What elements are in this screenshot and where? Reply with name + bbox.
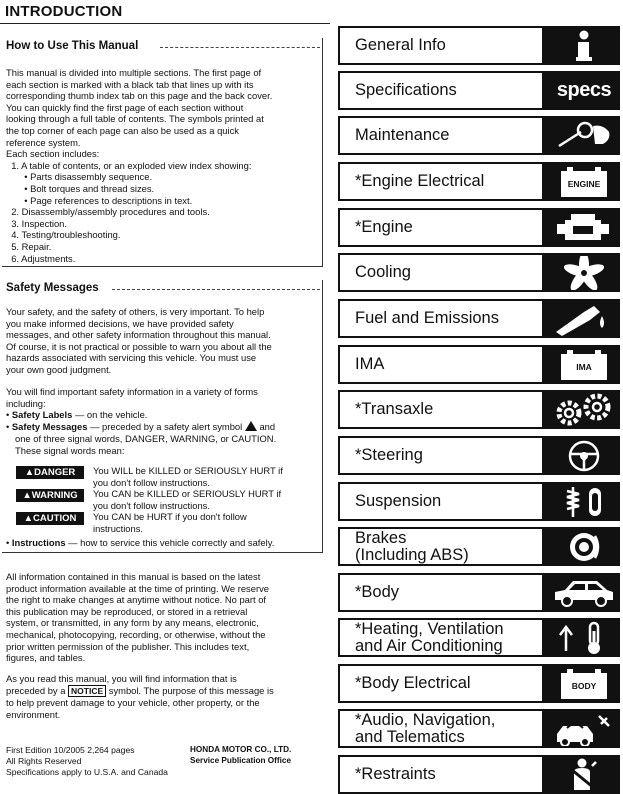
section-tab-label: General Info (355, 36, 446, 54)
how-to-use-line: 3. Inspection. (6, 217, 67, 229)
notice-symbol: NOTICE (68, 685, 106, 697)
legal-line: All information contained in this manual is based on the latest (6, 571, 261, 582)
section-tab-engine-electrical[interactable] (338, 162, 620, 201)
instructions-desc: — how to service this vehicle correctly and safely. (65, 537, 275, 548)
signal-word-badge: ▲CAUTION (16, 512, 84, 525)
section-tab-label: *Restraints (355, 765, 436, 783)
section-tab-cooling[interactable] (338, 253, 620, 292)
signal-word-meaning: you don't follow instructions. (93, 476, 210, 488)
bullet-safety-messages: • Safety Messages — preceded by a safety alert symbol and (6, 421, 276, 432)
how-to-use-line: 4. Testing/troubleshooting. (6, 229, 121, 241)
legal-line: mechanical, photocopying, recording, or otherwise, without the (6, 629, 266, 640)
gears-icon (550, 392, 618, 427)
safety-heading: Safety Messages (6, 282, 103, 294)
section-tab-label (355, 712, 495, 746)
safety-messages-desc: — preceded by a safety alert symbol (87, 421, 243, 432)
safety-intro-line: messages, and other safety information throughout this manual. (6, 329, 271, 341)
legal-line: figures, and tables. (6, 652, 86, 664)
section-tab-audio-navigation[interactable] (338, 709, 620, 748)
tab-notch (542, 118, 550, 153)
signal-word-meaning: You CAN be KILLED or SERIOUSLY HURT if (93, 488, 282, 499)
section-tab-label: Maintenance (355, 126, 450, 144)
safety-intro-line: you make informed decisions, we have provided safety (6, 317, 234, 329)
edition-text: First Edition 10/2005 2,264 pages (6, 745, 135, 755)
how-to-use-line: looking through a full table of contents. The symbols printed at (6, 113, 264, 125)
section-tab-label: Cooling (355, 263, 411, 281)
how-to-use-line: • Bolt torques and thread sizes. (6, 183, 155, 194)
satellite-car-icon (550, 711, 618, 746)
section-tab-label: Suspension (355, 492, 442, 510)
section-tab-steering[interactable] (338, 436, 620, 475)
wrench-hand-icon (550, 118, 618, 153)
safety-messages-tail: and (256, 421, 276, 432)
tab-notch (542, 575, 550, 610)
steering-wheel-icon (550, 438, 618, 473)
signal-word-meaning: You CAN be HURT if you don't follow (93, 511, 247, 522)
tab-notch (542, 347, 550, 382)
legal-line: system, or transmitted, in any form by any means, electronic, (6, 617, 259, 629)
safety-messages-line: These signal words mean: (15, 444, 125, 456)
how-to-use-line: 1. A table of contents, or an exploded view index showing: (6, 159, 252, 171)
safety-rule (112, 289, 320, 290)
engine-battery-icon (550, 164, 618, 199)
tab-notch (542, 210, 550, 245)
section-tab-body-electrical[interactable] (338, 664, 620, 703)
section-tab-heating-ventilation[interactable] (338, 618, 620, 657)
tab-notch (542, 757, 550, 792)
legal-line: prior written permission of the publisher. This includes text, (6, 640, 250, 652)
notice-line-2 (6, 685, 274, 697)
section-tab-specifications[interactable] (338, 71, 620, 110)
safety-intro-line: Your safety, and the safety of others, is very important. To help (6, 306, 265, 317)
specs-icon-text: specs (556, 79, 612, 101)
how-to-use-line: 5. Repair. (6, 241, 52, 252)
section-tab-fuel-and-emissions[interactable] (338, 299, 620, 338)
car-body-icon (550, 575, 618, 610)
section-tab-label: IMA (355, 355, 385, 373)
how-to-use-line: reference system. (6, 136, 81, 148)
tab-notch (542, 711, 550, 746)
section-tab-label: *Body Electrical (355, 674, 471, 692)
section-tab-label-line-1: Brakes (355, 529, 407, 547)
seatbelt-icon (550, 757, 618, 792)
info-icon (550, 28, 618, 63)
fuel-nozzle-icon (550, 301, 618, 336)
how-to-use-line: each section is marked with a black tab that lines up with its (6, 78, 254, 90)
tab-notch (542, 529, 550, 564)
how-to-use-heading: How to Use This Manual (6, 40, 142, 52)
fan-icon (550, 255, 618, 290)
section-tab-label: *Engine Electrical (355, 172, 485, 190)
tab-notch (542, 73, 550, 108)
section-tab-label-line-2: and Air Conditioning (355, 637, 503, 655)
how-to-use-line: You can quickly find the first page of each section without (6, 101, 244, 113)
legal-line: product information available at the time of printing. We reserve (6, 582, 269, 594)
how-to-use-line: This manual is divided into multiple sections. The first page of (6, 67, 262, 78)
section-tab-label-line-1: *Audio, Navigation, (355, 711, 496, 729)
how-to-use-line: 2. Disassembly/assembly procedures and tools. (6, 206, 210, 218)
signal-word-meaning: you don't follow instructions. (93, 499, 210, 511)
rights-text: All Rights Reserved (6, 756, 82, 766)
office-name: Service Publication Office (190, 756, 292, 765)
signal-word-badge: ▲DANGER (16, 466, 84, 479)
thermometer-icon (550, 620, 618, 655)
tab-notch (542, 301, 550, 336)
section-tab-body[interactable] (338, 573, 620, 612)
shock-absorber-icon (550, 484, 618, 519)
ima-battery-icon (550, 347, 618, 382)
specs-apply-text: Specifications apply to U.S.A. and Canada (6, 767, 168, 777)
icon-caption: IMA (561, 354, 607, 380)
section-tab-engine[interactable] (338, 208, 620, 247)
notice-line-1: As you read this manual, you will find information that is (6, 673, 237, 684)
company-name: HONDA MOTOR CO., LTD. (190, 745, 292, 754)
bullet-instructions: • Instructions — how to service this vehicle correctly and safely. (6, 537, 275, 548)
safety-intro-line: your own good judgment. (6, 364, 112, 375)
section-tab-transaxle[interactable] (338, 390, 620, 429)
how-to-use-rule (160, 47, 320, 48)
section-tab-label: *Engine (355, 218, 413, 236)
section-tab-maintenance[interactable] (338, 116, 620, 155)
body-battery-icon (550, 666, 618, 701)
section-tab-general-info[interactable] (338, 26, 620, 65)
section-tab-label: Specifications (355, 81, 457, 99)
section-tab-label: Fuel and Emissions (355, 309, 499, 327)
tab-notch (542, 666, 550, 701)
safety-messages-line: one of three signal words, DANGER, WARNING, or CAUTION. (15, 433, 277, 444)
section-tab-label-line-2: (Including ABS) (355, 546, 469, 564)
safety-intro-line: hazards associated with servicing this vehicle. You must use (6, 352, 257, 364)
safety-labels-desc: — on the vehicle. (72, 409, 148, 420)
safety-forms-line: including: (6, 397, 46, 409)
specs-icon (550, 73, 618, 108)
notice-after-line: to help prevent damage to your vehicle, other property, or the (6, 697, 260, 708)
tab-notch (542, 620, 550, 655)
how-to-use-line: corresponding thumb index tab on this page and the back cover. (6, 90, 273, 102)
icon-caption: ENGINE (561, 171, 607, 197)
instructions-term: Instructions (11, 537, 66, 548)
legal-line: the right to make changes at anytime without notice. No part of (6, 594, 267, 606)
section-tab-brakes[interactable] (338, 527, 620, 566)
safety-intro-line: Of course, it is not practical or possible to warn you about all the (6, 340, 272, 352)
notice-pre: preceded by a (6, 685, 69, 696)
safety-alert-icon (245, 421, 257, 431)
tab-notch (542, 255, 550, 290)
how-to-use-line: Each section includes: (6, 148, 100, 160)
safety-labels-term: Safety Labels (11, 409, 73, 420)
section-tab-ima[interactable] (338, 345, 620, 384)
tab-notch (542, 438, 550, 473)
icon-caption: BODY (561, 673, 607, 699)
safety-messages-term: Safety Messages (11, 421, 88, 432)
section-tab-label (355, 621, 504, 655)
section-tab-suspension[interactable] (338, 482, 620, 521)
tab-notch (542, 164, 550, 199)
section-tab-label: *Steering (355, 446, 423, 464)
safety-forms-line: You will find important safety information in a variety of forms (6, 386, 258, 397)
legal-line: this publication may be reproduced, or stored in a retrieval (6, 605, 248, 617)
page-title: INTRODUCTION (5, 3, 123, 20)
notice-post: symbol. The purpose of this message is (106, 685, 274, 696)
how-to-use-line: 6. Adjustments. (6, 252, 76, 264)
how-to-use-line: the top corner of each page can also be used as a quick (6, 125, 239, 136)
section-tab-label (355, 530, 469, 564)
section-tab-label: *Body (355, 583, 400, 601)
tab-notch (542, 392, 550, 427)
brake-disc-icon (550, 529, 618, 564)
signal-word-meaning: instructions. (93, 522, 144, 534)
section-tab-label-line-2: and Telematics (355, 728, 465, 746)
tab-notch (542, 484, 550, 519)
bullet-safety-labels: • Safety Labels — on the vehicle. (6, 409, 148, 420)
how-to-use-line: • Page references to descriptions in text. (6, 194, 193, 206)
how-to-use-line: • Parts disassembly sequence. (6, 171, 153, 183)
section-tab-label-line-1: *Heating, Ventilation (355, 620, 504, 638)
section-tab-label: *Transaxle (355, 400, 434, 418)
signal-word-meaning: You WILL be KILLED or SERIOUSLY HURT if (93, 465, 283, 476)
engine-block-icon (550, 210, 618, 245)
signal-word-badge: ▲WARNING (16, 489, 84, 502)
tab-notch (542, 28, 550, 63)
title-divider (0, 23, 330, 24)
section-tab-restraints[interactable] (338, 755, 620, 794)
notice-after-line: environment. (6, 708, 61, 720)
